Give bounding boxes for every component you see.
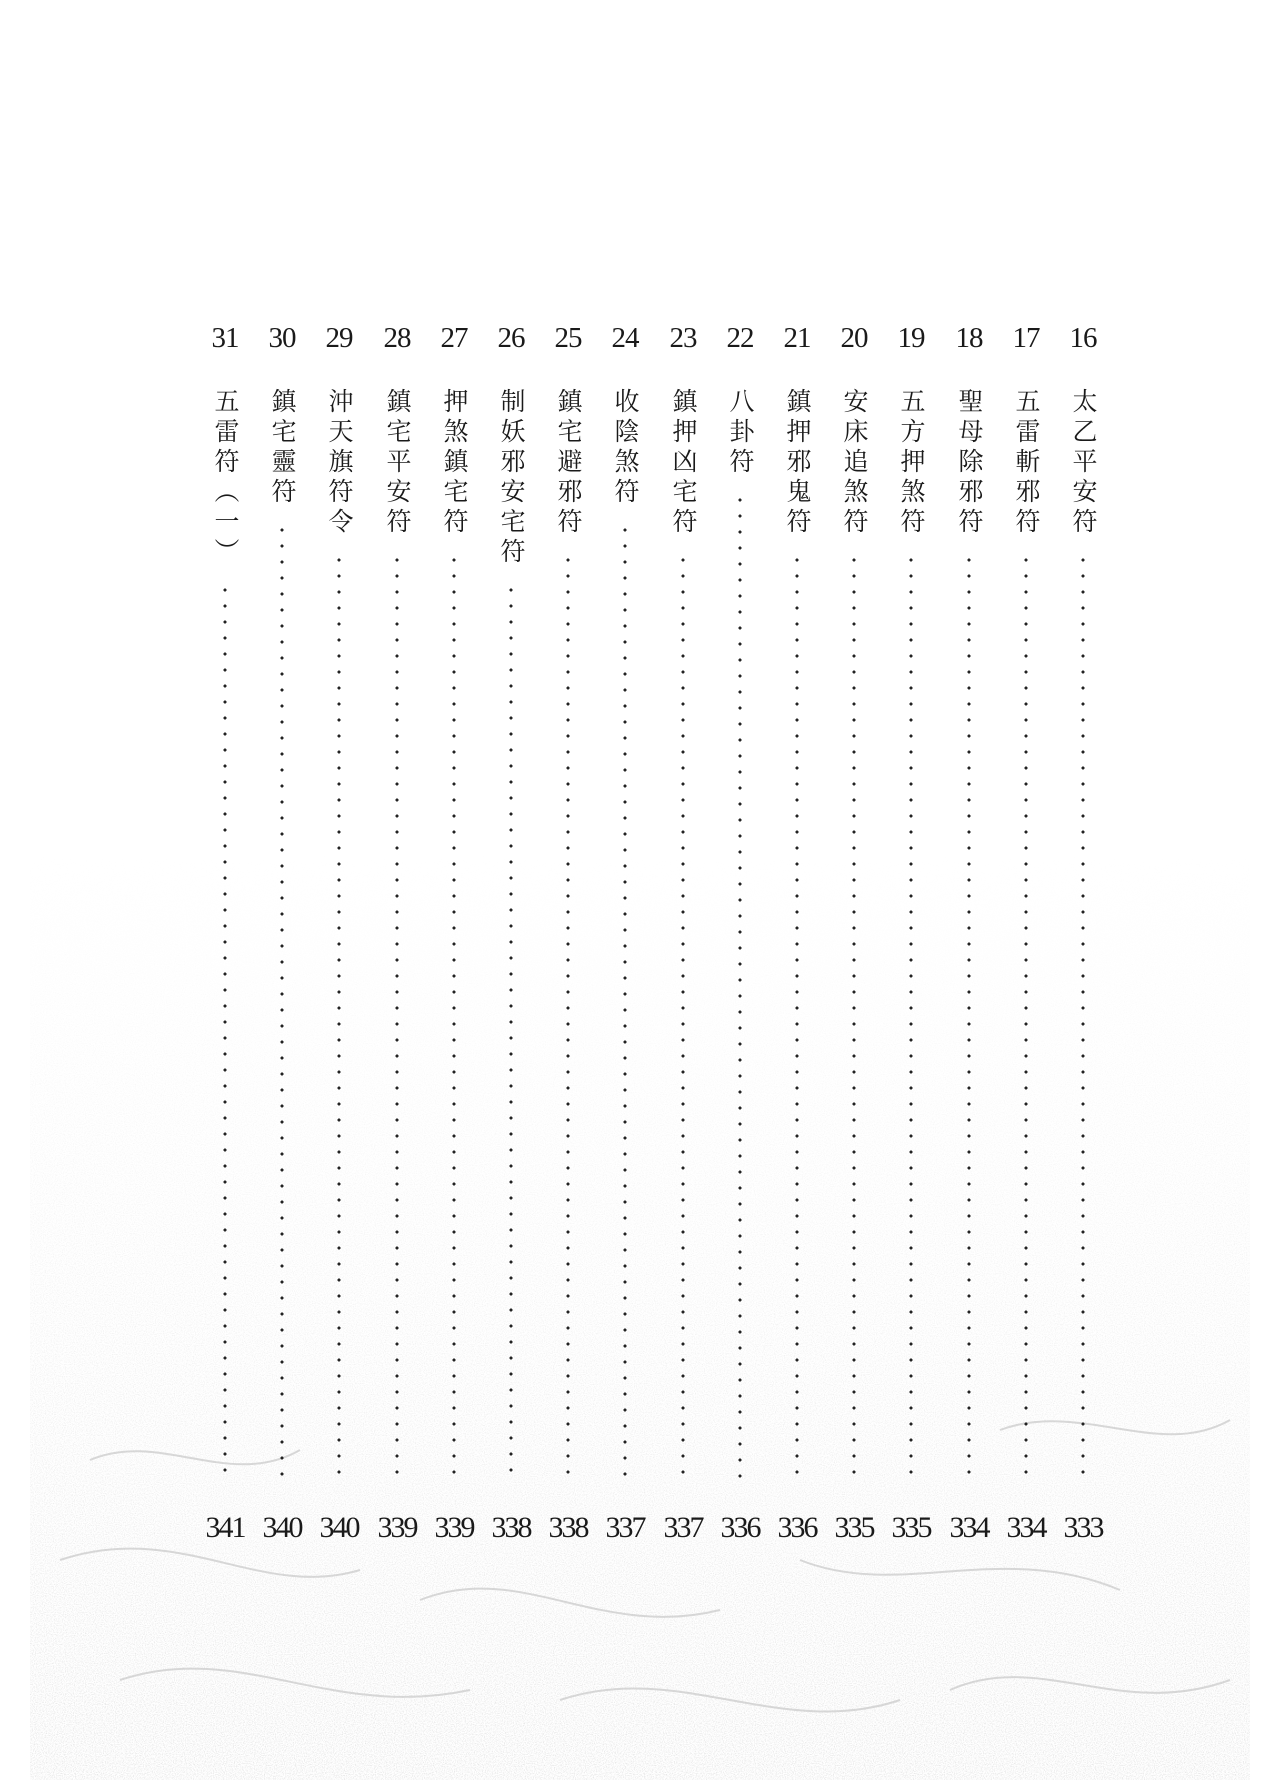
entry-number: 28 xyxy=(383,322,411,354)
dot-leader xyxy=(280,522,284,1482)
toc-entry xyxy=(545,318,591,1548)
toc-entry xyxy=(488,318,534,1548)
dot-leader xyxy=(452,552,456,1480)
entry-title: 鎮押邪鬼符 xyxy=(783,388,812,538)
entry-title: 收陰煞符 xyxy=(611,388,640,508)
entry-number: 21 xyxy=(783,322,811,354)
entry-title: 沖天旗符令 xyxy=(325,388,354,538)
entry-number: 22 xyxy=(726,322,754,354)
entry-title: 八卦符 xyxy=(726,388,755,478)
dot-leader xyxy=(795,552,799,1480)
entry-page-number: 337 xyxy=(663,1511,703,1544)
entry-number: 24 xyxy=(611,322,639,354)
entry-number: 17 xyxy=(1012,322,1040,354)
dot-leader xyxy=(395,552,399,1480)
entry-title: 押煞鎮宅符 xyxy=(440,388,469,538)
entry-page-number: 335 xyxy=(891,1511,931,1544)
entry-page-number: 340 xyxy=(262,1511,302,1544)
dot-leader xyxy=(509,582,513,1478)
entry-number: 23 xyxy=(669,322,697,354)
entry-number: 25 xyxy=(554,322,582,354)
entry-number: 30 xyxy=(268,322,296,354)
entry-page-number: 336 xyxy=(720,1511,760,1544)
toc-entry xyxy=(888,318,934,1548)
entry-page-number: 338 xyxy=(548,1511,588,1544)
entry-title: 聖母除邪符 xyxy=(955,388,984,538)
entry-title: 鎮押凶宅符 xyxy=(669,388,698,538)
toc-entry xyxy=(660,318,706,1548)
entry-page-number: 334 xyxy=(949,1511,989,1544)
toc-entry xyxy=(831,318,877,1548)
dot-leader xyxy=(681,552,685,1480)
entry-title: 制妖邪安宅符 xyxy=(497,388,526,568)
toc-entry xyxy=(202,318,248,1548)
dot-leader xyxy=(967,552,971,1480)
entry-title: 鎮宅靈符 xyxy=(268,388,297,508)
dot-leader xyxy=(223,582,227,1478)
entry-page-number: 337 xyxy=(605,1511,645,1544)
dot-leader xyxy=(1024,552,1028,1480)
entry-title: 安床追煞符 xyxy=(840,388,869,538)
entry-page-number: 340 xyxy=(319,1511,359,1544)
entry-number: 18 xyxy=(955,322,983,354)
entry-number: 26 xyxy=(497,322,525,354)
dot-leader xyxy=(566,552,570,1480)
entry-number: 27 xyxy=(440,322,468,354)
entry-number: 31 xyxy=(211,322,239,354)
dot-leader xyxy=(909,552,913,1480)
entry-title: 鎮宅平安符 xyxy=(383,388,412,538)
entry-title: 太乙平安符 xyxy=(1069,388,1098,538)
entry-number: 29 xyxy=(325,322,353,354)
entry-title: 五方押煞符 xyxy=(897,388,926,538)
entry-page-number: 338 xyxy=(491,1511,531,1544)
entry-page-number: 333 xyxy=(1063,1511,1103,1544)
toc-entry xyxy=(717,318,763,1548)
toc-entry xyxy=(316,318,362,1548)
entry-number: 16 xyxy=(1069,322,1097,354)
toc-entry xyxy=(431,318,477,1548)
dot-leader xyxy=(337,552,341,1480)
toc-entry xyxy=(374,318,420,1548)
toc-entry xyxy=(259,318,305,1548)
toc-entry xyxy=(1060,318,1106,1548)
entry-page-number: 341 xyxy=(205,1511,245,1544)
toc-entry xyxy=(1003,318,1049,1548)
entry-title: 五雷斬邪符 xyxy=(1012,388,1041,538)
entry-page-number: 334 xyxy=(1006,1511,1046,1544)
entry-page-number: 336 xyxy=(777,1511,817,1544)
entry-title: 鎮宅避邪符 xyxy=(554,388,583,538)
toc-entry xyxy=(946,318,992,1548)
entry-page-number: 339 xyxy=(377,1511,417,1544)
dot-leader xyxy=(1081,552,1085,1480)
entry-number: 19 xyxy=(897,322,925,354)
dot-leader xyxy=(738,492,742,1484)
entry-number: 20 xyxy=(840,322,868,354)
dot-leader xyxy=(852,552,856,1480)
entry-page-number: 339 xyxy=(434,1511,474,1544)
entry-title: 五雷符（一） xyxy=(211,388,240,568)
toc-entry xyxy=(602,318,648,1548)
dot-leader xyxy=(623,522,627,1482)
toc-entry xyxy=(774,318,820,1548)
entry-page-number: 335 xyxy=(834,1511,874,1544)
